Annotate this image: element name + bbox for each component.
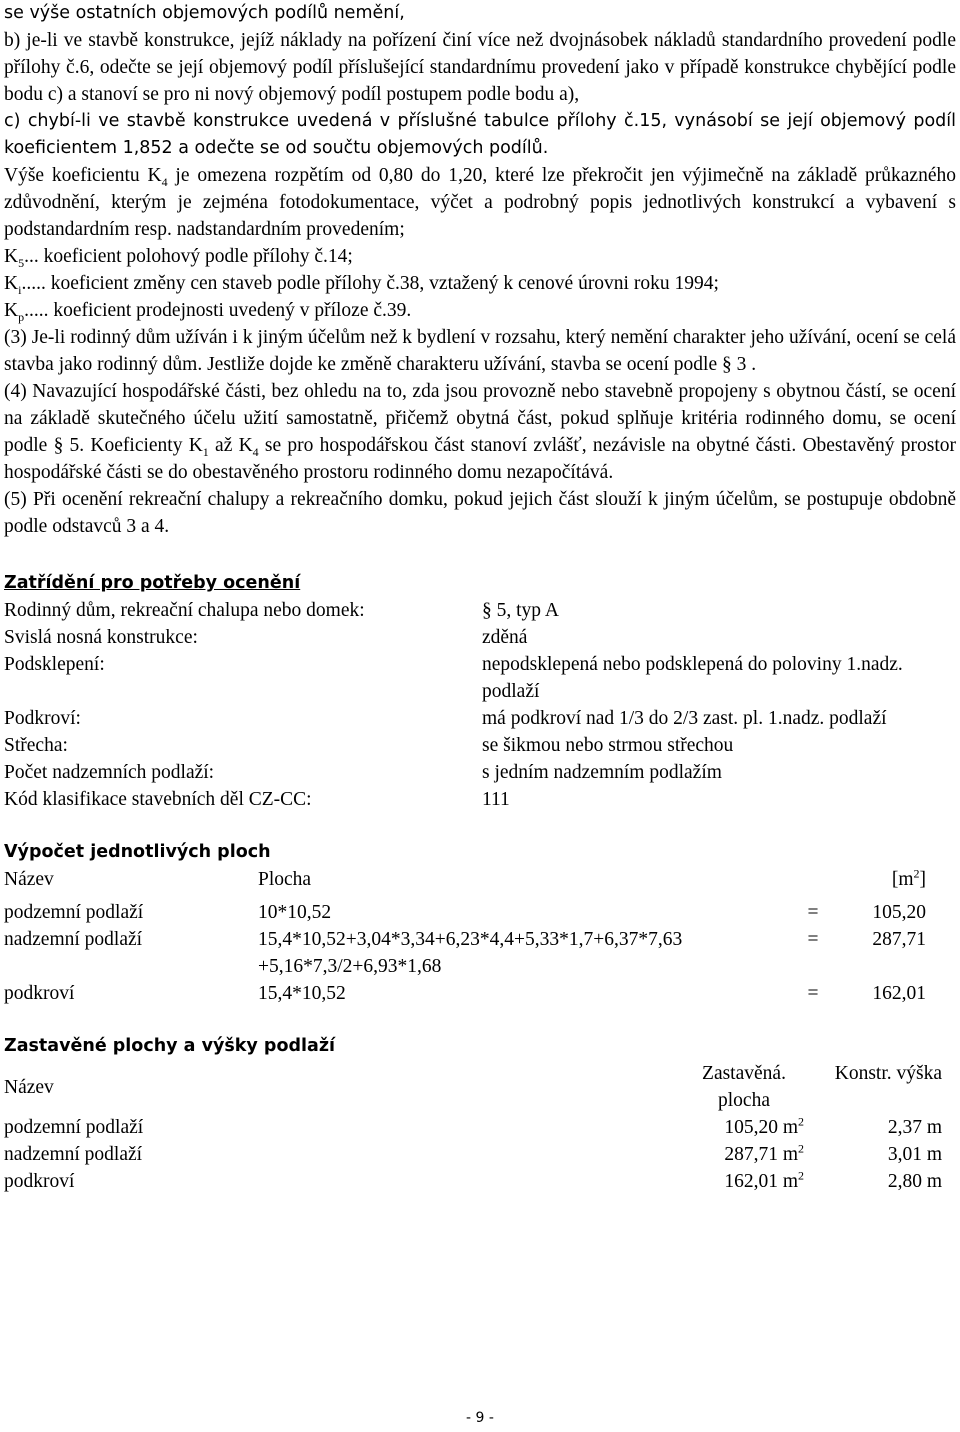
classification-row: Svislá nosná konstrukce: zděná	[4, 627, 528, 648]
classification-row: Kód klasifikace stavebních děl CZ-CC: 111	[4, 789, 510, 810]
table-row: nadzemní podlaží 15,4*10,52+3,04*3,34+6,23*4,4+5,33*1,7+6,37*7,63 +5,16*7,3/2+6,93*1,68 = 287,71	[4, 929, 926, 977]
classification-heading: Zatřídění pro potřeby ocenění	[4, 573, 301, 593]
classification-row: Počet nadzemních podlaží: s jedním nadzemním podlažím	[4, 762, 722, 783]
paragraph-k5: $K_5$... koeficient polohový podle přílohy č.14;	[4, 246, 353, 270]
classification-row: Podkroví: má podkroví nad 1/3 do 2/3 zast. pl. 1.nadz. podlaží	[4, 708, 887, 729]
table-row: nadzemní podlaží 287,71 $m^2$ 3,01 m	[4, 1141, 942, 1165]
classification-row: Střecha: se šikmou nebo strmou střechou	[4, 735, 734, 756]
paragraph-ki: $K_i$..... koeficient změny cen staveb podle přílohy č.38, vztažený k cenové úrovni roku 1994;	[4, 273, 719, 297]
paragraph-4: (4) Navazující hospodářské části, bez ohledu na to, zda jsou provozně nebo stavebně propojeny s obytnou částí, se ocení na základě skutečného účelu užití samostatně, přičemž obytná část, pokud splňuje kritéria rodinného domu, se ocení podle § 5. Koeficienty $K_1$ až $K_4$ se pro hospodářskou část stanoví zvlášť, nezávisle na obytné části. Obestavěný prostor hospodářské části se do obestavěného prostoru rodinného domu nezapočítává.	[4, 381, 956, 483]
paragraph-kp: $K_p$..... koeficient prodejnosti uvedený v příloze č.39.	[4, 300, 412, 324]
table-row: podzemní podlaží 105,20 $m^2$ 2,37 m	[4, 1114, 942, 1138]
paragraph-c: c) chybí-li ve stavbě konstrukce uvedená v příslušné tabulce přílohy č.15, vynásobí se její objemový podíl koeficientem 1,852 a odečte se od součtu objemových podílů.	[4, 111, 956, 158]
classification-row: Rodinný dům, rekreační chalupa nebo domek: § 5, typ A	[4, 600, 559, 621]
table-row: podkroví 15,4*10,52 = 162,01	[4, 983, 926, 1004]
areas-header-row: Název Plocha $[m^2]$	[4, 866, 926, 890]
built-table	[4, 1060, 942, 1195]
classification-row: Podsklepení: nepodsklepená nebo podsklepená do poloviny 1.nadz. podlaží	[4, 654, 903, 702]
paragraph-k4: Výše koeficientu $K_4$ je omezena rozpětím od 0,80 do 1,20, které lze překročit jen výjimečně na základě průkazného zdůvodnění, kterým je zejména fotodokumentace, výčet a podrobný popis jednotlivých konstrukcí a vybavení s podstandardním resp. nadstandardním provedením;	[4, 165, 956, 240]
paragraph-3: (3) Je-li rodinný dům užíván i k jiným účelům než k bydlení v rozsahu, který nemění charakter jeho užívání, ocení se celá stavba jako rodinný dům. Jestliže dojde ke změně charakteru užívání, stavba se ocení podle § 3 .	[4, 327, 956, 375]
paragraph-5: (5) Při ocenění rekreační chalupy a rekreačního domku, pokud jejich část slouží k jiným účelům, se postupuje obdobně podle odstavců 3 a 4.	[4, 489, 956, 537]
paragraph-intro: se výše ostatních objemových podílů nemění,	[4, 3, 405, 23]
document-page	[4, 0, 956, 1195]
table-row: podkroví 162,01 $m^2$ 2,80 m	[4, 1168, 942, 1192]
classification-list	[4, 597, 956, 813]
built-heading: Zastavěné plochy a výšky podlaží	[4, 1036, 336, 1056]
areas-table	[4, 866, 926, 1007]
areas-heading: Výpočet jednotlivých ploch	[4, 842, 271, 862]
built-header-row: Název Zastavěná. plocha Konstr. výška	[4, 1063, 942, 1111]
table-row: podzemní podlaží 10*10,52 = 105,20	[4, 902, 926, 923]
paragraph-b: b) je-li ve stavbě konstrukce, jejíž náklady na pořízení činí více než dvojnásobek nákladů standardního provedení podle přílohy č.6, odečte se její objemový podíl příslušející standardnímu provedení jako v případě konstrukce chybějící podle bodu c) a stanoví se pro ni nový objemový podíl postupem podle bodu a),	[4, 30, 956, 105]
page-number: - 9 -	[466, 1410, 494, 1426]
